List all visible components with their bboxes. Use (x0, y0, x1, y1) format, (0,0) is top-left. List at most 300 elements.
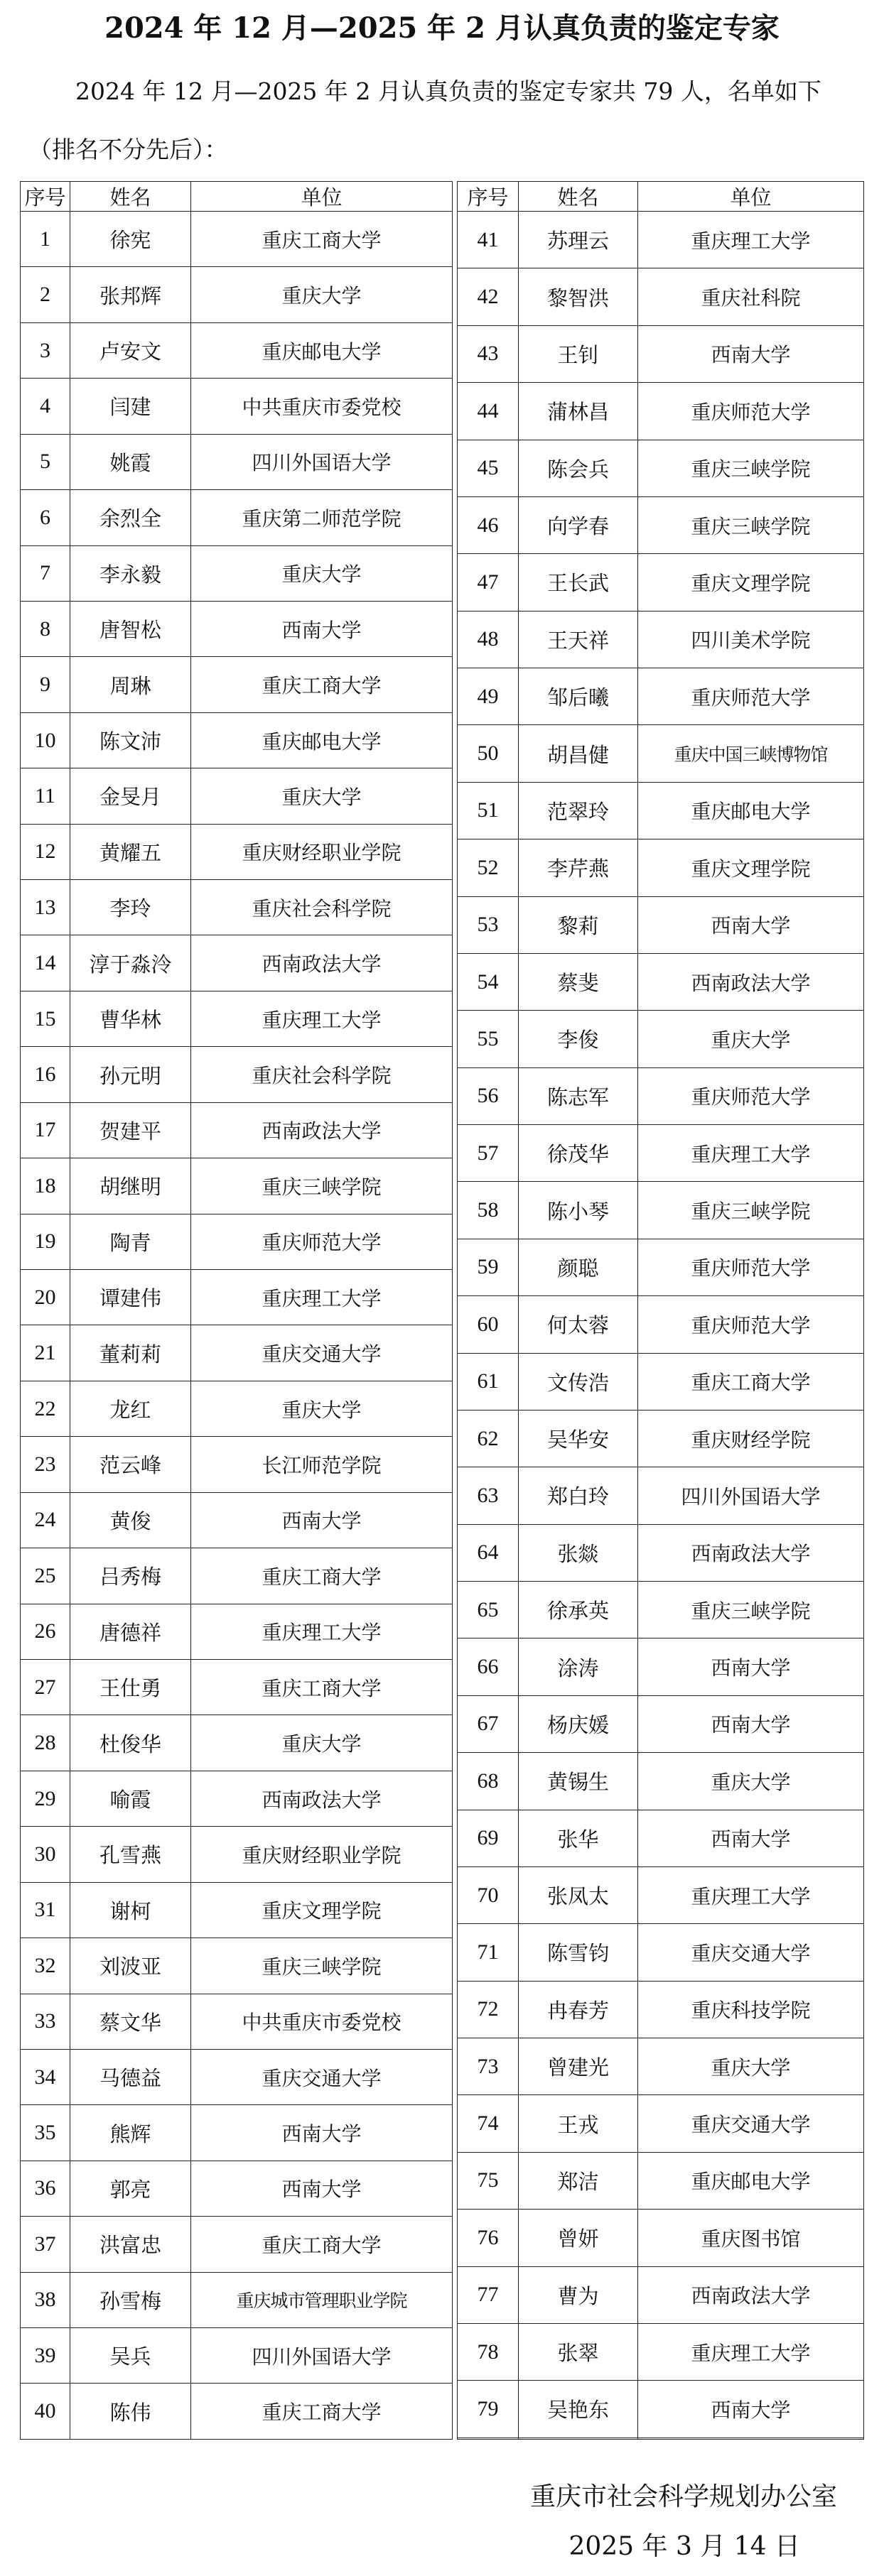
expert-name: 孙元明 (70, 1047, 191, 1102)
expert-name: 唐德祥 (70, 1604, 191, 1659)
expert-number: 9 (21, 657, 70, 712)
expert-number: 72 (458, 1981, 519, 2038)
expert-name: 熊辉 (70, 2105, 191, 2161)
expert-name: 郑洁 (519, 2152, 638, 2209)
expert-name: 徐承英 (519, 1582, 638, 1638)
expert-organization: 重庆三峡学院 (638, 440, 864, 496)
expert-number: 53 (458, 896, 519, 953)
expert-name: 文传浩 (519, 1353, 638, 1410)
expert-name: 陶青 (70, 1214, 191, 1269)
table-row (21, 2328, 453, 2384)
expert-number: 48 (458, 611, 519, 668)
table-row (21, 1437, 453, 1492)
expert-organization: 西南大学 (191, 601, 453, 656)
table-row (21, 490, 453, 545)
expert-name: 黎智洪 (519, 268, 638, 325)
expert-number: 30 (21, 1827, 70, 1882)
expert-organization: 重庆大学 (191, 545, 453, 601)
table-row (458, 1182, 864, 1239)
expert-name: 蔡斐 (519, 953, 638, 1010)
expert-name: 颜聪 (519, 1239, 638, 1295)
expert-number: 59 (458, 1239, 519, 1295)
expert-name: 范翠玲 (519, 782, 638, 839)
table-row (458, 2438, 864, 2439)
expert-number: 34 (21, 2049, 70, 2104)
expert-organization: 重庆文理学院 (638, 839, 864, 896)
expert-organization: 四川外国语大学 (191, 2328, 453, 2384)
expert-number: 65 (458, 1582, 519, 1638)
expert-name: 王仕勇 (70, 1659, 191, 1714)
table-row (21, 2049, 453, 2104)
table-row (21, 1548, 453, 1604)
table-row (458, 440, 864, 496)
expert-organization: 重庆理工大学 (638, 212, 864, 268)
expert-name: 淳于淼泠 (70, 935, 191, 991)
expert-name: 喻霞 (70, 1771, 191, 1826)
expert-organization: 重庆三峡学院 (638, 496, 864, 553)
expert-name: 曹为 (519, 2266, 638, 2323)
expert-number: 3 (21, 322, 70, 378)
expert-number: 62 (458, 1410, 519, 1467)
table-row (458, 2210, 864, 2266)
expert-organization: 重庆城市管理职业学院 (191, 2272, 453, 2327)
expert-organization: 重庆文理学院 (638, 554, 864, 611)
expert-name: 李俊 (519, 1011, 638, 1067)
table-row (21, 2384, 453, 2440)
expert-organization: 重庆财经职业学院 (191, 1827, 453, 1882)
expert-number: 37 (21, 2217, 70, 2272)
table-row (21, 545, 453, 601)
expert-organization (638, 2438, 864, 2439)
expert-organization: 四川外国语大学 (191, 434, 453, 489)
expert-organization: 西南大学 (638, 1810, 864, 1866)
expert-name: 王钊 (519, 325, 638, 382)
expert-name: 龙红 (70, 1381, 191, 1436)
expert-name: 陈会兵 (519, 440, 638, 496)
table-row (21, 2105, 453, 2161)
table-row (458, 782, 864, 839)
header-org: 单位 (191, 182, 453, 212)
expert-organization: 重庆工商大学 (191, 212, 453, 267)
expert-name: 洪富忠 (70, 2217, 191, 2272)
table-row (458, 1810, 864, 1866)
table-row (21, 1381, 453, 1436)
expert-name: 孔雪燕 (70, 1827, 191, 1882)
expert-organization: 重庆交通大学 (638, 2095, 864, 2152)
expert-number: 28 (21, 1715, 70, 1771)
expert-organization: 重庆三峡学院 (191, 1938, 453, 1994)
expert-name: 谭建伟 (70, 1270, 191, 1325)
expert-organization: 重庆师范大学 (638, 668, 864, 725)
expert-organization: 重庆工商大学 (638, 1353, 864, 1410)
expert-name: 卢安文 (70, 322, 191, 378)
expert-name: 姚霞 (70, 434, 191, 489)
expert-number: 45 (458, 440, 519, 496)
expert-name: 蔡文华 (70, 1994, 191, 2049)
table-row (458, 1467, 864, 1524)
table-row (458, 1981, 864, 2038)
expert-organization: 西南大学 (638, 1638, 864, 1695)
expert-organization: 重庆理工大学 (191, 1604, 453, 1659)
expert-name: 张华 (519, 1810, 638, 1866)
expert-number: 21 (21, 1325, 70, 1381)
expert-name: 郑白玲 (519, 1467, 638, 1524)
expert-name: 黄耀五 (70, 824, 191, 879)
expert-organization: 重庆邮电大学 (638, 2152, 864, 2209)
expert-organization: 重庆大学 (191, 1715, 453, 1771)
table-row (21, 2272, 453, 2327)
expert-organization: 西南大学 (638, 896, 864, 953)
expert-number: 47 (458, 554, 519, 611)
expert-number: 16 (21, 1047, 70, 1102)
expert-organization: 重庆大学 (191, 768, 453, 824)
table-row (458, 1695, 864, 1752)
expert-organization: 西南政法大学 (191, 1771, 453, 1826)
expert-organization: 重庆三峡学院 (638, 1182, 864, 1239)
expert-name: 马德益 (70, 2049, 191, 2104)
table-row (21, 1771, 453, 1826)
table-row (21, 1938, 453, 1994)
expert-organization: 重庆理工大学 (638, 1125, 864, 1182)
expert-name: 张燚 (519, 1524, 638, 1581)
expert-organization: 西南大学 (638, 2381, 864, 2438)
expert-table-left (20, 181, 453, 2440)
expert-number: 73 (458, 2038, 519, 2095)
expert-organization: 四川美术学院 (638, 611, 864, 668)
expert-number: 39 (21, 2328, 70, 2384)
expert-organization: 西南政法大学 (638, 953, 864, 1010)
expert-name: 孙雪梅 (70, 2272, 191, 2327)
expert-number: 17 (21, 1102, 70, 1158)
expert-name: 谢柯 (70, 1882, 191, 1938)
expert-organization: 重庆师范大学 (638, 383, 864, 440)
expert-number: 46 (458, 496, 519, 553)
expert-number: 60 (458, 1296, 519, 1353)
table-row (458, 1524, 864, 1581)
table-row (458, 725, 864, 782)
expert-organization: 重庆社会科学院 (191, 1047, 453, 1102)
expert-name: 陈雪钧 (519, 1924, 638, 1981)
expert-name: 李芹燕 (519, 839, 638, 896)
expert-name: 张凤太 (519, 1866, 638, 1923)
table-row (458, 325, 864, 382)
expert-number: 1 (21, 212, 70, 267)
table-row (458, 2381, 864, 2438)
expert-name: 余烈全 (70, 490, 191, 545)
expert-organization: 重庆文理学院 (191, 1882, 453, 1938)
expert-organization: 重庆师范大学 (638, 1239, 864, 1295)
expert-organization: 中共重庆市委党校 (191, 379, 453, 434)
header-no: 序号 (21, 182, 70, 212)
expert-number: 6 (21, 490, 70, 545)
expert-organization: 重庆师范大学 (191, 1214, 453, 1269)
expert-number: 19 (21, 1214, 70, 1269)
expert-organization: 西南大学 (638, 1695, 864, 1752)
expert-organization: 重庆图书馆 (638, 2210, 864, 2266)
expert-organization: 西南大学 (191, 2105, 453, 2161)
expert-number: 68 (458, 1753, 519, 1810)
expert-number: 24 (21, 1492, 70, 1548)
table-row (21, 1325, 453, 1381)
expert-number: 42 (458, 268, 519, 325)
table-row (21, 768, 453, 824)
table-row (458, 554, 864, 611)
table-row (458, 1582, 864, 1638)
expert-number: 49 (458, 668, 519, 725)
expert-number: 7 (21, 545, 70, 601)
expert-organization: 西南政法大学 (191, 935, 453, 991)
expert-organization: 重庆理工大学 (191, 991, 453, 1046)
expert-number: 38 (21, 2272, 70, 2327)
expert-number: 14 (21, 935, 70, 991)
expert-name: 陈伟 (70, 2384, 191, 2440)
table-header-row (458, 182, 864, 212)
expert-organization: 重庆交通大学 (191, 2049, 453, 2104)
expert-number: 78 (458, 2323, 519, 2380)
expert-organization: 西南大学 (191, 2161, 453, 2216)
table-row (21, 1994, 453, 2049)
expert-name (519, 2438, 638, 2439)
expert-organization: 重庆三峡学院 (191, 1158, 453, 1214)
expert-tables (20, 181, 864, 2440)
expert-organization: 重庆财经职业学院 (191, 824, 453, 879)
expert-name: 王天祥 (519, 611, 638, 668)
expert-organization: 西南政法大学 (191, 1102, 453, 1158)
expert-number: 10 (21, 712, 70, 768)
document-title: 2024 年 12 月—2025 年 2 月认真负责的鉴定专家 (104, 11, 780, 45)
expert-organization: 重庆财经学院 (638, 1410, 864, 1467)
expert-number: 4 (21, 379, 70, 434)
header-name: 姓名 (70, 182, 191, 212)
expert-number: 40 (21, 2384, 70, 2440)
expert-number: 52 (458, 839, 519, 896)
table-row (458, 496, 864, 553)
expert-organization: 重庆工商大学 (191, 1548, 453, 1604)
expert-organization: 西南大学 (638, 325, 864, 382)
expert-name: 郭亮 (70, 2161, 191, 2216)
table-row (458, 1753, 864, 1810)
expert-number: 51 (458, 782, 519, 839)
table-row (458, 1239, 864, 1295)
expert-number: 25 (21, 1548, 70, 1604)
table-row (21, 212, 453, 267)
expert-name: 黄锡生 (519, 1753, 638, 1810)
expert-organization: 重庆师范大学 (638, 1296, 864, 1353)
expert-name: 涂涛 (519, 1638, 638, 1695)
table-row (458, 611, 864, 668)
table-row (21, 1659, 453, 1714)
expert-organization: 重庆社科院 (638, 268, 864, 325)
expert-number: 18 (21, 1158, 70, 1214)
table-row (21, 2217, 453, 2272)
expert-organization: 西南政法大学 (638, 2266, 864, 2323)
expert-number: 54 (458, 953, 519, 1010)
expert-name: 胡昌健 (519, 725, 638, 782)
expert-number: 41 (458, 212, 519, 268)
expert-name: 陈小琴 (519, 1182, 638, 1239)
table-row (458, 383, 864, 440)
table-row (21, 1102, 453, 1158)
expert-number: 58 (458, 1182, 519, 1239)
table-row (21, 712, 453, 768)
expert-organization: 重庆理工大学 (191, 1270, 453, 1325)
expert-number: 70 (458, 1866, 519, 1923)
table-row (458, 1125, 864, 1182)
expert-name: 李玲 (70, 880, 191, 935)
expert-number: 27 (21, 1659, 70, 1714)
expert-organization: 重庆师范大学 (638, 1067, 864, 1124)
expert-name: 董莉莉 (70, 1325, 191, 1381)
expert-number: 29 (21, 1771, 70, 1826)
table-row (458, 2323, 864, 2380)
expert-name: 王长武 (519, 554, 638, 611)
expert-name: 曾建光 (519, 2038, 638, 2095)
expert-number: 35 (21, 2105, 70, 2161)
expert-organization: 重庆邮电大学 (638, 782, 864, 839)
expert-name: 张翠 (519, 2323, 638, 2380)
expert-organization: 重庆工商大学 (191, 2217, 453, 2272)
table-row (458, 1296, 864, 1353)
expert-organization: 重庆邮电大学 (191, 712, 453, 768)
expert-name: 吴兵 (70, 2328, 191, 2384)
table-row (21, 1604, 453, 1659)
expert-number: 57 (458, 1125, 519, 1182)
table-row (458, 212, 864, 268)
expert-name: 黎莉 (519, 896, 638, 953)
expert-organization: 重庆工商大学 (191, 657, 453, 712)
expert-number: 26 (21, 1604, 70, 1659)
expert-name: 黄俊 (70, 1492, 191, 1548)
expert-organization: 重庆中国三峡博物馆 (638, 725, 864, 782)
expert-name: 王戎 (519, 2095, 638, 2152)
table-row (21, 322, 453, 378)
table-row (458, 2266, 864, 2323)
expert-name: 杜俊华 (70, 1715, 191, 1771)
table-row (21, 379, 453, 434)
table-row (458, 953, 864, 1010)
expert-number: 61 (458, 1353, 519, 1410)
table-row (21, 267, 453, 322)
expert-name: 胡继明 (70, 1158, 191, 1214)
expert-organization: 中共重庆市委党校 (191, 1994, 453, 2049)
table-row (458, 1011, 864, 1067)
expert-number: 31 (21, 1882, 70, 1938)
expert-organization: 重庆交通大学 (638, 1924, 864, 1981)
table-row (458, 2152, 864, 2209)
expert-name: 徐茂华 (519, 1125, 638, 1182)
table-row (21, 434, 453, 489)
expert-name: 陈志军 (519, 1067, 638, 1124)
intro-paragraph: 2024 年 12 月—2025 年 2 月认真负责的鉴定专家共 79 人，名单如下（排名不分先后）： (28, 77, 821, 163)
expert-number: 13 (21, 880, 70, 935)
expert-name: 冉春芳 (519, 1981, 638, 2038)
expert-number (458, 2438, 519, 2439)
expert-number: 8 (21, 601, 70, 656)
table-row (458, 1067, 864, 1124)
issuing-office: 重庆市社会科学规划办公室 (529, 2482, 837, 2511)
expert-name: 何太蓉 (519, 1296, 638, 1353)
expert-organization: 重庆工商大学 (191, 1659, 453, 1714)
expert-name: 唐智松 (70, 601, 191, 656)
table-row (21, 880, 453, 935)
table-row (21, 1715, 453, 1771)
table-row (21, 657, 453, 712)
issue-date: 2025 年 3 月 14 日 (568, 2532, 800, 2561)
expert-number: 63 (458, 1467, 519, 1524)
expert-number: 64 (458, 1524, 519, 1581)
expert-organization: 重庆大学 (638, 1011, 864, 1067)
table-row (458, 1353, 864, 1410)
expert-name: 苏理云 (519, 212, 638, 268)
table-row (458, 1924, 864, 1981)
expert-number: 55 (458, 1011, 519, 1067)
expert-number: 69 (458, 1810, 519, 1866)
expert-organization: 长江师范学院 (191, 1437, 453, 1492)
expert-table-right (457, 181, 864, 2440)
table-row (458, 1866, 864, 1923)
table-row (21, 2161, 453, 2216)
expert-number: 67 (458, 1695, 519, 1752)
table-row (21, 991, 453, 1046)
expert-number: 15 (21, 991, 70, 1046)
expert-name: 张邦辉 (70, 267, 191, 322)
table-row (21, 1270, 453, 1325)
expert-name: 周琳 (70, 657, 191, 712)
expert-organization: 重庆大学 (638, 2038, 864, 2095)
expert-number: 79 (458, 2381, 519, 2438)
table-row (21, 601, 453, 656)
expert-name: 曹华林 (70, 991, 191, 1046)
expert-number: 77 (458, 2266, 519, 2323)
table-row (21, 1827, 453, 1882)
expert-organization: 重庆大学 (191, 1381, 453, 1436)
expert-organization: 重庆邮电大学 (191, 322, 453, 378)
table-row (21, 1158, 453, 1214)
table-row (21, 824, 453, 879)
expert-number: 76 (458, 2210, 519, 2266)
table-row (21, 1047, 453, 1102)
table-row (458, 1410, 864, 1467)
expert-name: 陈文沛 (70, 712, 191, 768)
expert-organization: 四川外国语大学 (638, 1467, 864, 1524)
expert-number: 22 (21, 1381, 70, 1436)
header-org: 单位 (638, 182, 864, 212)
table-row (458, 668, 864, 725)
table-row (21, 935, 453, 991)
expert-number: 36 (21, 2161, 70, 2216)
expert-organization: 重庆交通大学 (191, 1325, 453, 1381)
expert-organization: 西南政法大学 (638, 1524, 864, 1581)
expert-name: 范云峰 (70, 1437, 191, 1492)
table-row (458, 1638, 864, 1695)
table-row (21, 1882, 453, 1938)
expert-number: 23 (21, 1437, 70, 1492)
expert-name: 曾妍 (519, 2210, 638, 2266)
expert-organization: 重庆第二师范学院 (191, 490, 453, 545)
expert-number: 2 (21, 267, 70, 322)
header-no: 序号 (458, 182, 519, 212)
expert-organization: 重庆大学 (191, 267, 453, 322)
expert-number: 44 (458, 383, 519, 440)
expert-organization: 重庆社会科学院 (191, 880, 453, 935)
table-row (458, 268, 864, 325)
expert-name: 徐宪 (70, 212, 191, 267)
expert-organization: 重庆大学 (638, 1753, 864, 1810)
expert-name: 金旻月 (70, 768, 191, 824)
table-header-row (21, 182, 453, 212)
expert-name: 邹后曦 (519, 668, 638, 725)
expert-number: 11 (21, 768, 70, 824)
